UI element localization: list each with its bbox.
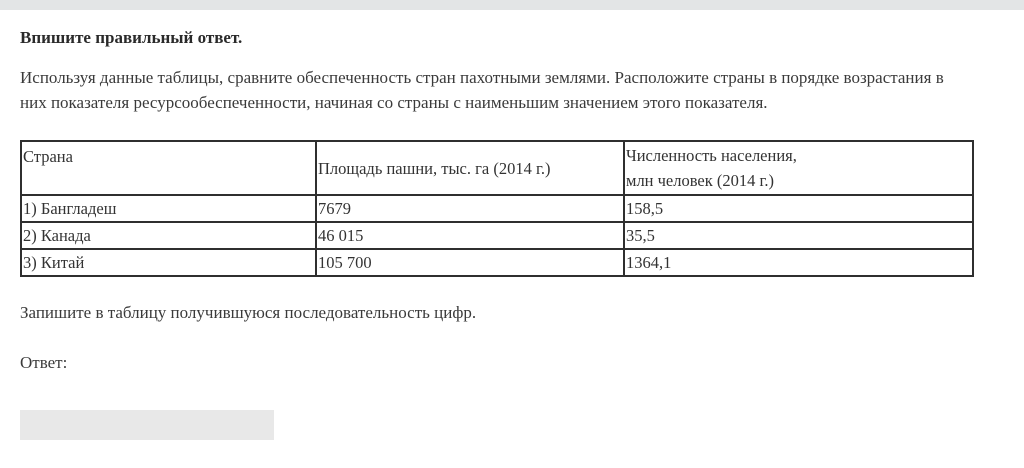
header-population-line: млн человек (2014 г.) (626, 171, 775, 190)
cell-country: 3) Китай (21, 249, 316, 276)
header-country: Страна (21, 141, 316, 195)
cell-arable: 7679 (316, 195, 624, 222)
top-bar (0, 0, 1024, 10)
table-header-row (21, 141, 973, 195)
table-row (21, 249, 973, 276)
question-text (20, 65, 1010, 115)
cell-population: 1364,1 (624, 249, 973, 276)
header-population (624, 141, 973, 195)
cell-arable: 46 015 (316, 222, 624, 249)
header-population-line: Численность населения, (626, 146, 797, 165)
task-heading: Впишите правильный ответ. (20, 28, 243, 47)
cell-country: 1) Бангладеш (21, 195, 316, 222)
data-table (20, 140, 974, 277)
cell-arable: 105 700 (316, 249, 624, 276)
cell-country: 2) Канада (21, 222, 316, 249)
answer-label: Ответ: (20, 353, 68, 372)
question-line: Используя данные таблицы, сравните обеспеченность стран пахотными землями. Расположите страны в порядке возрастания в (20, 68, 944, 87)
cell-population: 35,5 (624, 222, 973, 249)
answer-input[interactable] (20, 410, 274, 440)
cell-population: 158,5 (624, 195, 973, 222)
table-row (21, 195, 973, 222)
header-arable: Площадь пашни, тыс. га (2014 г.) (316, 141, 624, 195)
table-row (21, 222, 973, 249)
instruction-text: Запишите в таблицу получившуюся последовательность цифр. (20, 303, 477, 322)
question-line: них показателя ресурсообеспеченности, начиная со страны с наименьшим значением этого показателя. (20, 93, 768, 112)
